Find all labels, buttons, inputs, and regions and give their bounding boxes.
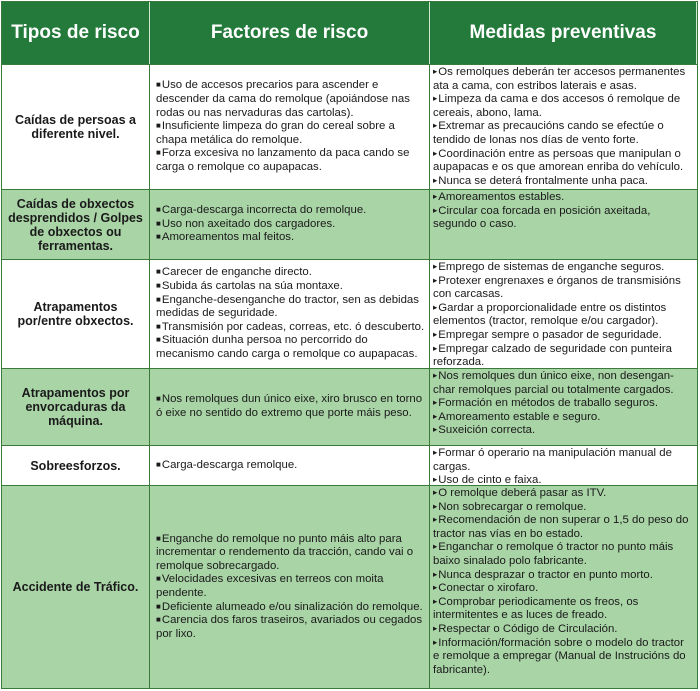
factor-text: Enganche-desenganche do tractor, sen as debidas medidas de seguridade. <box>156 293 419 320</box>
tipo-label: Caídas de obxectos desprendidos / Golpes de obxectos ou ferramentas. <box>8 196 143 253</box>
square-bullet-icon: ■ <box>156 232 161 242</box>
tipo-cell <box>2 485 150 688</box>
medida-text: Formar ó operario na manipulación manual de cargas. <box>433 447 672 473</box>
medida-item <box>433 447 693 474</box>
medida-text: Nunca desprazar o tractor en punto morto. <box>438 568 653 581</box>
medida-text: Emprego de sistemas de enganche seguros. <box>438 261 665 273</box>
medida-item <box>433 205 693 232</box>
medida-text: Nunca se deterá frontalmente unha paca. <box>438 174 648 187</box>
square-bullet-icon: ■ <box>156 218 161 228</box>
factor-item <box>156 533 425 574</box>
medida-item <box>433 397 693 411</box>
medida-item <box>433 514 693 541</box>
factores-cell <box>150 368 430 445</box>
square-bullet-icon: ■ <box>156 601 161 611</box>
medida-item <box>433 175 693 189</box>
triangle-bullet-icon: ▸ <box>433 500 438 511</box>
square-bullet-icon: ■ <box>156 574 161 584</box>
medida-item <box>433 474 693 485</box>
factor-text: Enganche do remolque no punto máis alto para incrementar o rendemento da tracción, cando vai o remolque sobrecargado. <box>156 532 414 572</box>
triangle-bullet-icon: ▸ <box>433 622 438 633</box>
medida-item <box>433 120 693 147</box>
triangle-bullet-icon: ▸ <box>433 370 438 380</box>
medidas-cell <box>430 485 697 688</box>
square-bullet-icon: ■ <box>156 615 161 625</box>
triangle-bullet-icon: ▸ <box>433 424 438 435</box>
factor-item <box>156 601 425 615</box>
medida-text: Amoreamentos estables. <box>438 191 565 203</box>
triangle-bullet-icon: ▸ <box>433 595 438 606</box>
factor-item <box>156 459 425 473</box>
medida-text: O remolque deberá pasar as ITV. <box>438 487 607 499</box>
medida-text: Suxeición correcta. <box>438 424 536 437</box>
factor-item <box>156 393 425 420</box>
factor-text: Carecer de enganche directo. <box>161 266 312 279</box>
triangle-bullet-icon: ▸ <box>433 410 438 421</box>
triangle-bullet-icon: ▸ <box>433 191 438 201</box>
header-medidas: Medidas preventivas <box>430 2 697 64</box>
factor-text: Uso de accesos precarios para ascender e descender da cama do remolque (apoiándose nas rodas ou nas nervaduras das cartolas). <box>156 79 410 119</box>
medida-item <box>433 541 693 568</box>
tipo-label: Sobreesforzos. <box>30 458 121 473</box>
square-bullet-icon: ■ <box>156 121 161 131</box>
factores-cell <box>150 64 430 189</box>
factor-item <box>156 294 425 321</box>
factor-item <box>156 280 425 294</box>
factor-text: Velocidades excesivas en terreos con moita pendente. <box>156 573 384 599</box>
square-bullet-icon: ■ <box>156 294 161 304</box>
tipo-label: Accidente de Tráfico. <box>12 580 139 594</box>
factor-item <box>156 614 425 641</box>
medida-text: Amoreamento estable e seguro. <box>438 410 601 423</box>
medida-text: Información/formación sobre o modelo do tractor e remolque a empregar (Manual de Instrucións do fabricante). <box>433 636 686 676</box>
triangle-bullet-icon: ▸ <box>433 636 438 647</box>
medida-item <box>433 275 693 302</box>
medida-item <box>433 370 693 397</box>
medida-text: Recomendación de non superar o 1,5 do peso do tractor nas vías en bo estado. <box>433 514 689 540</box>
square-bullet-icon: ■ <box>156 148 161 158</box>
medida-item <box>433 487 693 501</box>
medida-text: Non sobrecargar o remolque. <box>438 500 587 513</box>
medida-item <box>433 191 693 205</box>
medida-item <box>433 261 693 275</box>
factor-item <box>156 120 425 147</box>
medida-text: Formación en métodos de traballo seguros. <box>438 397 658 410</box>
factor-item <box>156 218 425 232</box>
factores-cell <box>150 259 430 368</box>
square-bullet-icon: ■ <box>156 80 161 90</box>
square-bullet-icon: ■ <box>156 335 161 345</box>
triangle-bullet-icon: ▸ <box>433 274 438 285</box>
factor-item <box>156 79 425 120</box>
medida-text: Protexer engrenaxes e órganos de transmisións con carcasas. <box>433 274 681 301</box>
medida-text: Conectar o xirofaro. <box>438 582 539 595</box>
factor-item <box>156 573 425 600</box>
triangle-bullet-icon: ▸ <box>433 447 438 457</box>
medida-item <box>433 569 693 583</box>
triangle-bullet-icon: ▸ <box>433 582 438 593</box>
medida-item <box>433 343 693 368</box>
factor-text: Carga-descarga incorrecta do remolque. <box>161 204 367 217</box>
medida-item <box>433 637 693 678</box>
triangle-bullet-icon: ▸ <box>433 204 438 215</box>
triangle-bullet-icon: ▸ <box>433 541 438 552</box>
square-bullet-icon: ■ <box>156 281 161 291</box>
header-tipos: Tipos de risco <box>2 2 150 64</box>
triangle-bullet-icon: ▸ <box>433 174 438 185</box>
factor-text: Carga-descarga remolque. <box>161 458 298 471</box>
risk-table <box>1 1 698 689</box>
medida-item <box>433 93 693 120</box>
square-bullet-icon: ■ <box>156 533 161 543</box>
tipo-cell <box>2 64 150 189</box>
factor-text: Insuficiente limpeza do gran do cereal sobre a chapa metálica do remolque. <box>156 120 395 146</box>
medida-item <box>433 596 693 623</box>
tipo-cell <box>2 189 150 259</box>
medida-text: Gardar a proporcionalidade entre os distintos elementos (tractor, remolque e/ou cargador). <box>433 301 667 328</box>
medida-text: Coordinación entre as persoas que manipulan o aupapacas e os que amorean enriba do vehículo. <box>433 147 684 174</box>
medida-item <box>433 302 693 329</box>
medida-text: Extremar as precaucións cando se efectúe o tendido de lonas nos días de vento forte. <box>433 120 664 146</box>
square-bullet-icon: ■ <box>156 394 161 404</box>
factor-item <box>156 231 425 245</box>
factor-item <box>156 334 425 361</box>
factor-item <box>156 321 425 335</box>
medida-text: Respectar o Código de Circulación. <box>438 622 618 635</box>
medida-text: Empregar calzado de seguridade con punteira reforzada. <box>433 342 672 368</box>
medida-item <box>433 148 693 175</box>
medidas-cell <box>430 64 697 189</box>
factor-text: Uso non axeitado dos cargadores. <box>161 217 336 230</box>
medida-text: Os remolques deberán ter accesos permanentes ata a cama, con estribos laterais e asas. <box>433 66 686 92</box>
tipo-label: Atrapamentos por/entre obxectos. <box>17 300 134 328</box>
triangle-bullet-icon: ▸ <box>433 514 438 525</box>
medida-text: Empregar sempre o pasador de seguridade. <box>438 328 662 341</box>
medida-text: Limpeza da cama e dos accesos ó remolque de cereais, abono, lama. <box>433 93 681 119</box>
triangle-bullet-icon: ▸ <box>433 342 438 353</box>
medida-text: Enganchar o remolque ó tractor no punto máis baixo sinalado polo fabricante. <box>433 541 674 567</box>
factor-text: Deficiente alumeado e/ou sinalización do remolque. <box>161 600 423 613</box>
factor-text: Nos remolques dun único eixe, xiro brusco en torno ó eixe no sentido do extremo que porte máis peso. <box>156 393 423 419</box>
tipo-label: Caídas de persoas a diferente nivel. <box>15 113 136 141</box>
square-bullet-icon: ■ <box>156 459 161 469</box>
factor-item <box>156 147 425 174</box>
triangle-bullet-icon: ▸ <box>433 568 438 579</box>
medidas-cell <box>430 259 697 368</box>
medida-item <box>433 623 693 637</box>
tipo-cell <box>2 259 150 368</box>
factores-cell <box>150 189 430 259</box>
medidas-cell <box>430 368 697 445</box>
factor-item <box>156 204 425 218</box>
square-bullet-icon: ■ <box>156 205 161 215</box>
triangle-bullet-icon: ▸ <box>433 93 438 104</box>
medida-item <box>433 501 693 515</box>
triangle-bullet-icon: ▸ <box>433 328 438 339</box>
medida-text: Nos remolques dun único eixe, non desengan-char remolques parcial ou totalmente cargados. <box>433 370 674 396</box>
medida-text: Circular coa forcada en posición axeitada, segundo o caso. <box>433 204 651 231</box>
medida-text: Uso de cinto e faixa. <box>438 474 542 485</box>
factores-cell <box>150 445 430 485</box>
medidas-cell <box>430 189 697 259</box>
triangle-bullet-icon: ▸ <box>433 147 438 158</box>
factor-text: Carencia dos faros traseiros, avariados ou cegados por lixo. <box>156 614 423 640</box>
medida-item <box>433 582 693 596</box>
square-bullet-icon: ■ <box>156 267 161 277</box>
factor-text: Subida ás cartolas na súa montaxe. <box>161 280 343 293</box>
triangle-bullet-icon: ▸ <box>433 301 438 312</box>
triangle-bullet-icon: ▸ <box>433 66 438 76</box>
medida-item <box>433 66 693 93</box>
triangle-bullet-icon: ▸ <box>433 474 438 485</box>
medidas-cell <box>430 445 697 485</box>
factor-item <box>156 266 425 280</box>
factor-text: Amoreamentos mal feitos. <box>161 231 295 244</box>
triangle-bullet-icon: ▸ <box>433 487 438 497</box>
tipo-label: Atrapamentos por envorcaduras da máquina. <box>21 386 130 428</box>
factor-text: Situación dunha persoa no percorrido do mecanismo cando carga o remolque co aupapacas. <box>156 334 418 360</box>
triangle-bullet-icon: ▸ <box>433 261 438 271</box>
medida-item <box>433 424 693 438</box>
header-factores: Factores de risco <box>150 2 430 64</box>
triangle-bullet-icon: ▸ <box>433 397 438 408</box>
medida-text: Comprobar periodicamente os freos, os intermitentes e as luces de freado. <box>433 595 639 622</box>
medida-item <box>433 329 693 343</box>
factor-text: Transmisión por cadeas, correas, etc. ó descuberto. <box>161 320 425 333</box>
factor-text: Forza excesiva no lanzamento da paca cando se carga o remolque co aupapacas. <box>156 147 410 173</box>
tipo-cell <box>2 368 150 445</box>
medida-item <box>433 411 693 425</box>
triangle-bullet-icon: ▸ <box>433 120 438 131</box>
square-bullet-icon: ■ <box>156 321 161 331</box>
tipo-cell <box>2 445 150 485</box>
factores-cell <box>150 485 430 688</box>
